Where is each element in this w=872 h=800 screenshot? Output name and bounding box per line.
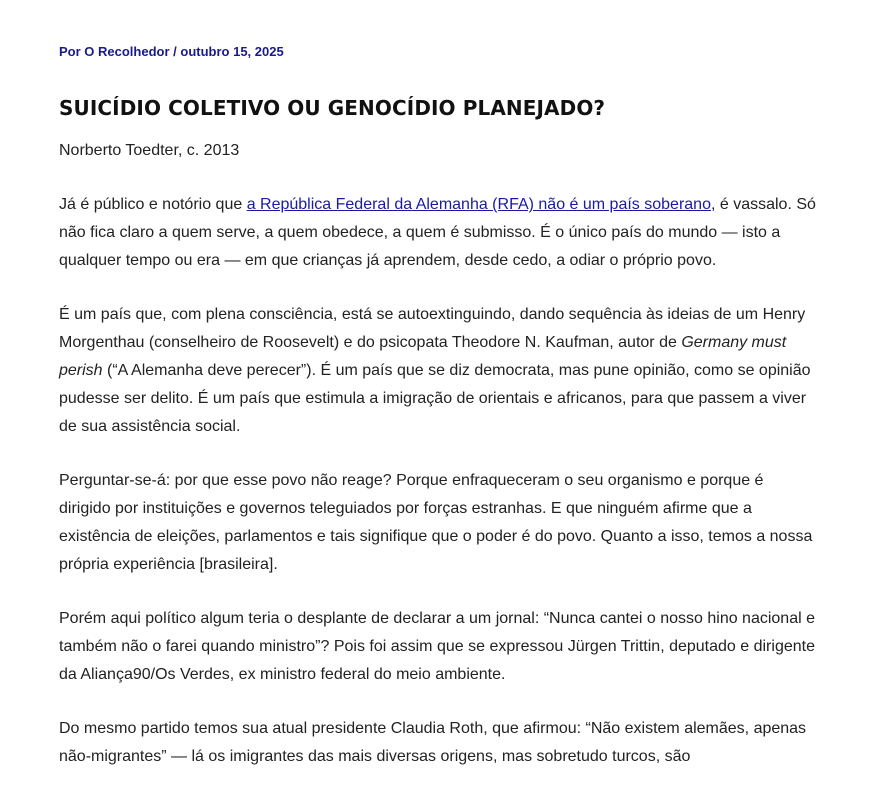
book-title: Germany must perish: [59, 334, 787, 379]
byline: Norberto Toedter, c. 2013: [59, 142, 240, 159]
paragraph-3: Perguntar-se-á: por que esse povo não reage? Porque enfraqueceram o seu organismo e porque é dirigido por instituições e governos teleguiados por forças estranhas. E que ninguém afirme que a existência de eleições, parlamentos e tais signifique que o poder é do povo. Quanto a isso, temos a nossa própria experiência [brasileira].: [59, 472, 813, 573]
rfa-sovereignty-link[interactable]: a República Federal da Alemanha (RFA) não é um país soberano: [246, 196, 711, 213]
paragraph-1-text-b: , é vassalo. Só não fica claro a quem serve, a quem obedece, a quem é submisso. É o único país do mundo — isto a qualquer tempo ou era — em que crianças já aprendem, desde cedo, a odiar o próprio povo.: [59, 196, 816, 269]
meta-prefix: Por: [59, 44, 85, 59]
paragraph-1: [59, 191, 819, 275]
paragraph-2: [59, 301, 819, 441]
paragraph-2-text-a: É um país que, com plena consciência, está se autoextinguindo, dando sequência às ideias de um Henry Morgenthau (conselheiro de Roosevelt) e do psicopata Theodore N. Kaufman, autor de: [59, 306, 806, 351]
paragraph-2-text-b: (“A Alemanha deve perecer”). É um país que se diz democrata, mas pune opinião, como se opinião pudesse ser delito. É um país que estimula a imigração de orientais e africanos, para que passem a viver de sua assistência social.: [59, 362, 811, 435]
post-meta: [59, 44, 284, 59]
article-body: [59, 137, 819, 797]
meta-separator: /: [169, 44, 181, 59]
date-link[interactable]: outubro 15, 2025: [180, 44, 284, 59]
paragraph-4: Porém aqui político algum teria o desplante de declarar a um jornal: “Nunca cantei o nosso hino nacional e também não o farei quando ministro”? Pois foi assim que se expressou Jürgen Trittin, deputado e dirigente da Aliança90/Os Verdes, ex ministro federal do meio ambiente.: [59, 610, 815, 683]
paragraph-5: Do mesmo partido temos sua atual presidente Claudia Roth, que afirmou: “Não existem alemães, apenas não-migrantes” — lá os imigrantes das mais diversas origens, mas sobretudo turcos, são: [59, 720, 807, 765]
article-title: SUICÍDIO COLETIVO OU GENOCÍDIO PLANEJADO?: [59, 96, 606, 120]
paragraph-1-text-a: Já é público e notório que: [59, 196, 247, 213]
author-link[interactable]: O Recolhedor: [84, 44, 170, 59]
